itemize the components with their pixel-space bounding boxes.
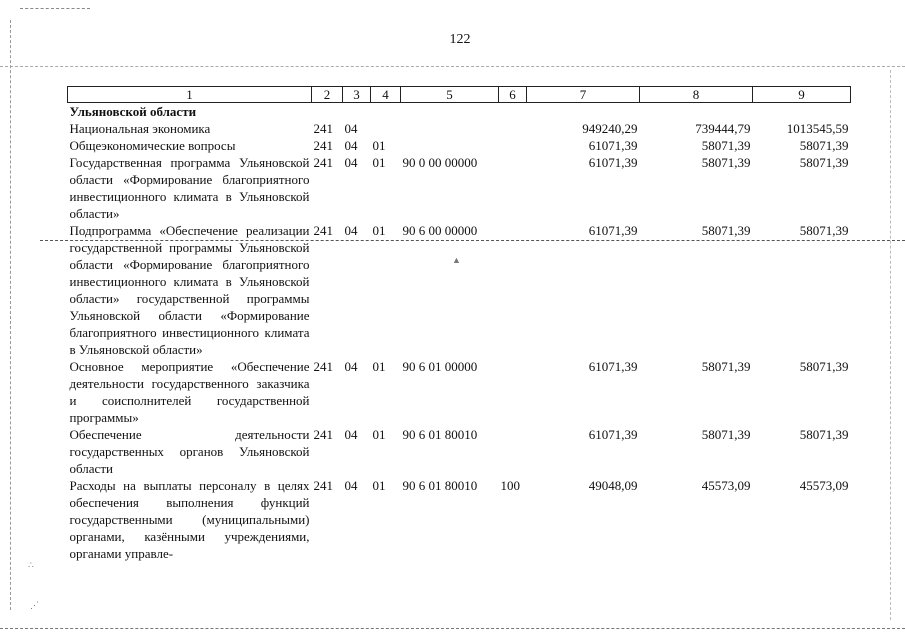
cell-amount-8 — [640, 103, 753, 121]
scan-mark: ⋰ — [30, 600, 39, 610]
cell-expense-type: 100 — [500, 478, 520, 493]
cell-amount-7: 61071,39 — [588, 427, 638, 442]
cell-section: 04 — [344, 155, 358, 170]
cell-target-article — [401, 103, 499, 121]
page-number: 122 — [449, 32, 471, 47]
cell-expense-type — [499, 103, 527, 121]
cell-subsection: 01 — [372, 427, 386, 442]
table-row — [68, 222, 851, 358]
cell-expense-type — [499, 358, 527, 426]
table-row — [68, 426, 851, 477]
cell-target-article: 90 6 01 80010 — [402, 478, 478, 493]
cell-ministry: 241 — [313, 427, 333, 442]
cell-amount-9: 1013545,59 — [786, 121, 849, 136]
scan-artifact-line — [20, 8, 90, 9]
cell-amount-9: 58071,39 — [799, 138, 849, 153]
cell-ministry: 241 — [313, 121, 333, 136]
cell-amount-8: 58071,39 — [701, 155, 751, 170]
header-cell: 1 — [68, 87, 312, 103]
table-row — [68, 120, 851, 137]
row-name: Государственная программа Ульяновской области «Формирование благоприятного инвестиционного климата в Ульяновской области» — [69, 155, 310, 221]
cell-subsection: 01 — [372, 138, 386, 153]
cell-amount-7: 61071,39 — [588, 155, 638, 170]
table-row — [68, 103, 851, 121]
cell-ministry: 241 — [313, 138, 333, 153]
cell-section: 04 — [344, 138, 358, 153]
cell-subsection: 01 — [372, 359, 386, 374]
scan-artifact-line — [890, 70, 891, 620]
scan-artifact-line — [0, 628, 905, 629]
cell-target-article — [401, 120, 499, 137]
header-cell: 5 — [401, 87, 499, 103]
cell-subsection: 01 — [372, 478, 386, 493]
cell-amount-9: 58071,39 — [799, 427, 849, 442]
cell-amount-9 — [753, 103, 851, 121]
cell-ministry — [312, 103, 343, 121]
cell-section: 04 — [344, 359, 358, 374]
cell-target-article: 90 0 00 00000 — [402, 155, 478, 170]
cell-amount-8: 58071,39 — [701, 138, 751, 153]
cell-amount-8: 58071,39 — [701, 359, 751, 374]
cell-expense-type — [499, 222, 527, 358]
cell-ministry: 241 — [313, 359, 333, 374]
header-cell: 6 — [499, 87, 527, 103]
cell-expense-type — [499, 137, 527, 154]
cell-section: 04 — [344, 223, 358, 238]
scan-mark: ▲ — [452, 255, 461, 265]
row-name: Обеспечение деятельности государственных органов Ульяновской области — [69, 427, 310, 476]
cell-amount-8: 45573,09 — [701, 478, 751, 493]
cell-ministry: 241 — [313, 223, 333, 238]
cell-target-article: 90 6 01 00000 — [402, 359, 478, 374]
cell-section: 04 — [344, 427, 358, 442]
header-cell: 4 — [371, 87, 401, 103]
row-name: Ульяновской области — [69, 104, 197, 119]
budget-table — [67, 86, 851, 562]
cell-amount-9: 45573,09 — [799, 478, 849, 493]
cell-amount-8: 58071,39 — [701, 223, 751, 238]
scan-artifact-line — [10, 20, 11, 610]
cell-amount-9: 58071,39 — [799, 155, 849, 170]
row-name: Подпрограмма «Обеспечение реализации государственной программы Ульяновской области «Формирование благоприятного инвестиционного климата в Ульяновской области» государственной программы Ульяновской области «Формирование благоприятного инвестиционного климата в Ульяновской области» — [69, 223, 310, 357]
scan-mark: ∴ — [28, 560, 34, 570]
cell-amount-9: 58071,39 — [799, 359, 849, 374]
cell-expense-type — [499, 120, 527, 137]
cell-amount-7 — [527, 103, 640, 121]
cell-section: 04 — [344, 478, 358, 493]
table-row — [68, 154, 851, 222]
cell-amount-7: 61071,39 — [588, 359, 638, 374]
cell-subsection — [371, 120, 401, 137]
cell-ministry: 241 — [313, 478, 333, 493]
cell-expense-type — [499, 426, 527, 477]
cell-target-article: 90 6 00 00000 — [402, 223, 478, 238]
row-name: Основное мероприятие «Обеспечение деятельности государственного заказчика и соисполнителей государственной программы» — [69, 359, 310, 425]
cell-ministry: 241 — [313, 155, 333, 170]
cell-target-article — [401, 137, 499, 154]
scan-artifact-line — [0, 66, 905, 67]
cell-target-article: 90 6 01 80010 — [402, 427, 478, 442]
table-row — [68, 477, 851, 562]
header-cell: 3 — [343, 87, 371, 103]
cell-section — [343, 103, 371, 121]
cell-amount-8: 739444,79 — [695, 121, 751, 136]
header-cell: 7 — [527, 87, 640, 103]
table-row — [68, 137, 851, 154]
cell-subsection — [371, 103, 401, 121]
cell-subsection: 01 — [372, 223, 386, 238]
row-name: Национальная экономика — [69, 121, 211, 136]
header-cell: 8 — [640, 87, 753, 103]
cell-amount-7: 61071,39 — [588, 138, 638, 153]
cell-amount-8: 58071,39 — [701, 427, 751, 442]
header-cell: 2 — [312, 87, 343, 103]
cell-amount-9: 58071,39 — [799, 223, 849, 238]
row-name: Общеэкономические вопросы — [69, 138, 236, 153]
header-cell: 9 — [753, 87, 851, 103]
cell-amount-7: 49048,09 — [588, 478, 638, 493]
cell-amount-7: 61071,39 — [588, 223, 638, 238]
row-name: Расходы на выплаты персоналу в целях обеспечения выполнения функций государственными (муниципальными) органами, казёнными учреждениями, органами управле- — [69, 478, 310, 561]
cell-expense-type — [499, 154, 527, 222]
table-row — [68, 358, 851, 426]
cell-amount-7: 949240,29 — [582, 121, 638, 136]
cell-subsection: 01 — [372, 155, 386, 170]
cell-section: 04 — [344, 121, 358, 136]
table-header-row — [68, 87, 851, 103]
